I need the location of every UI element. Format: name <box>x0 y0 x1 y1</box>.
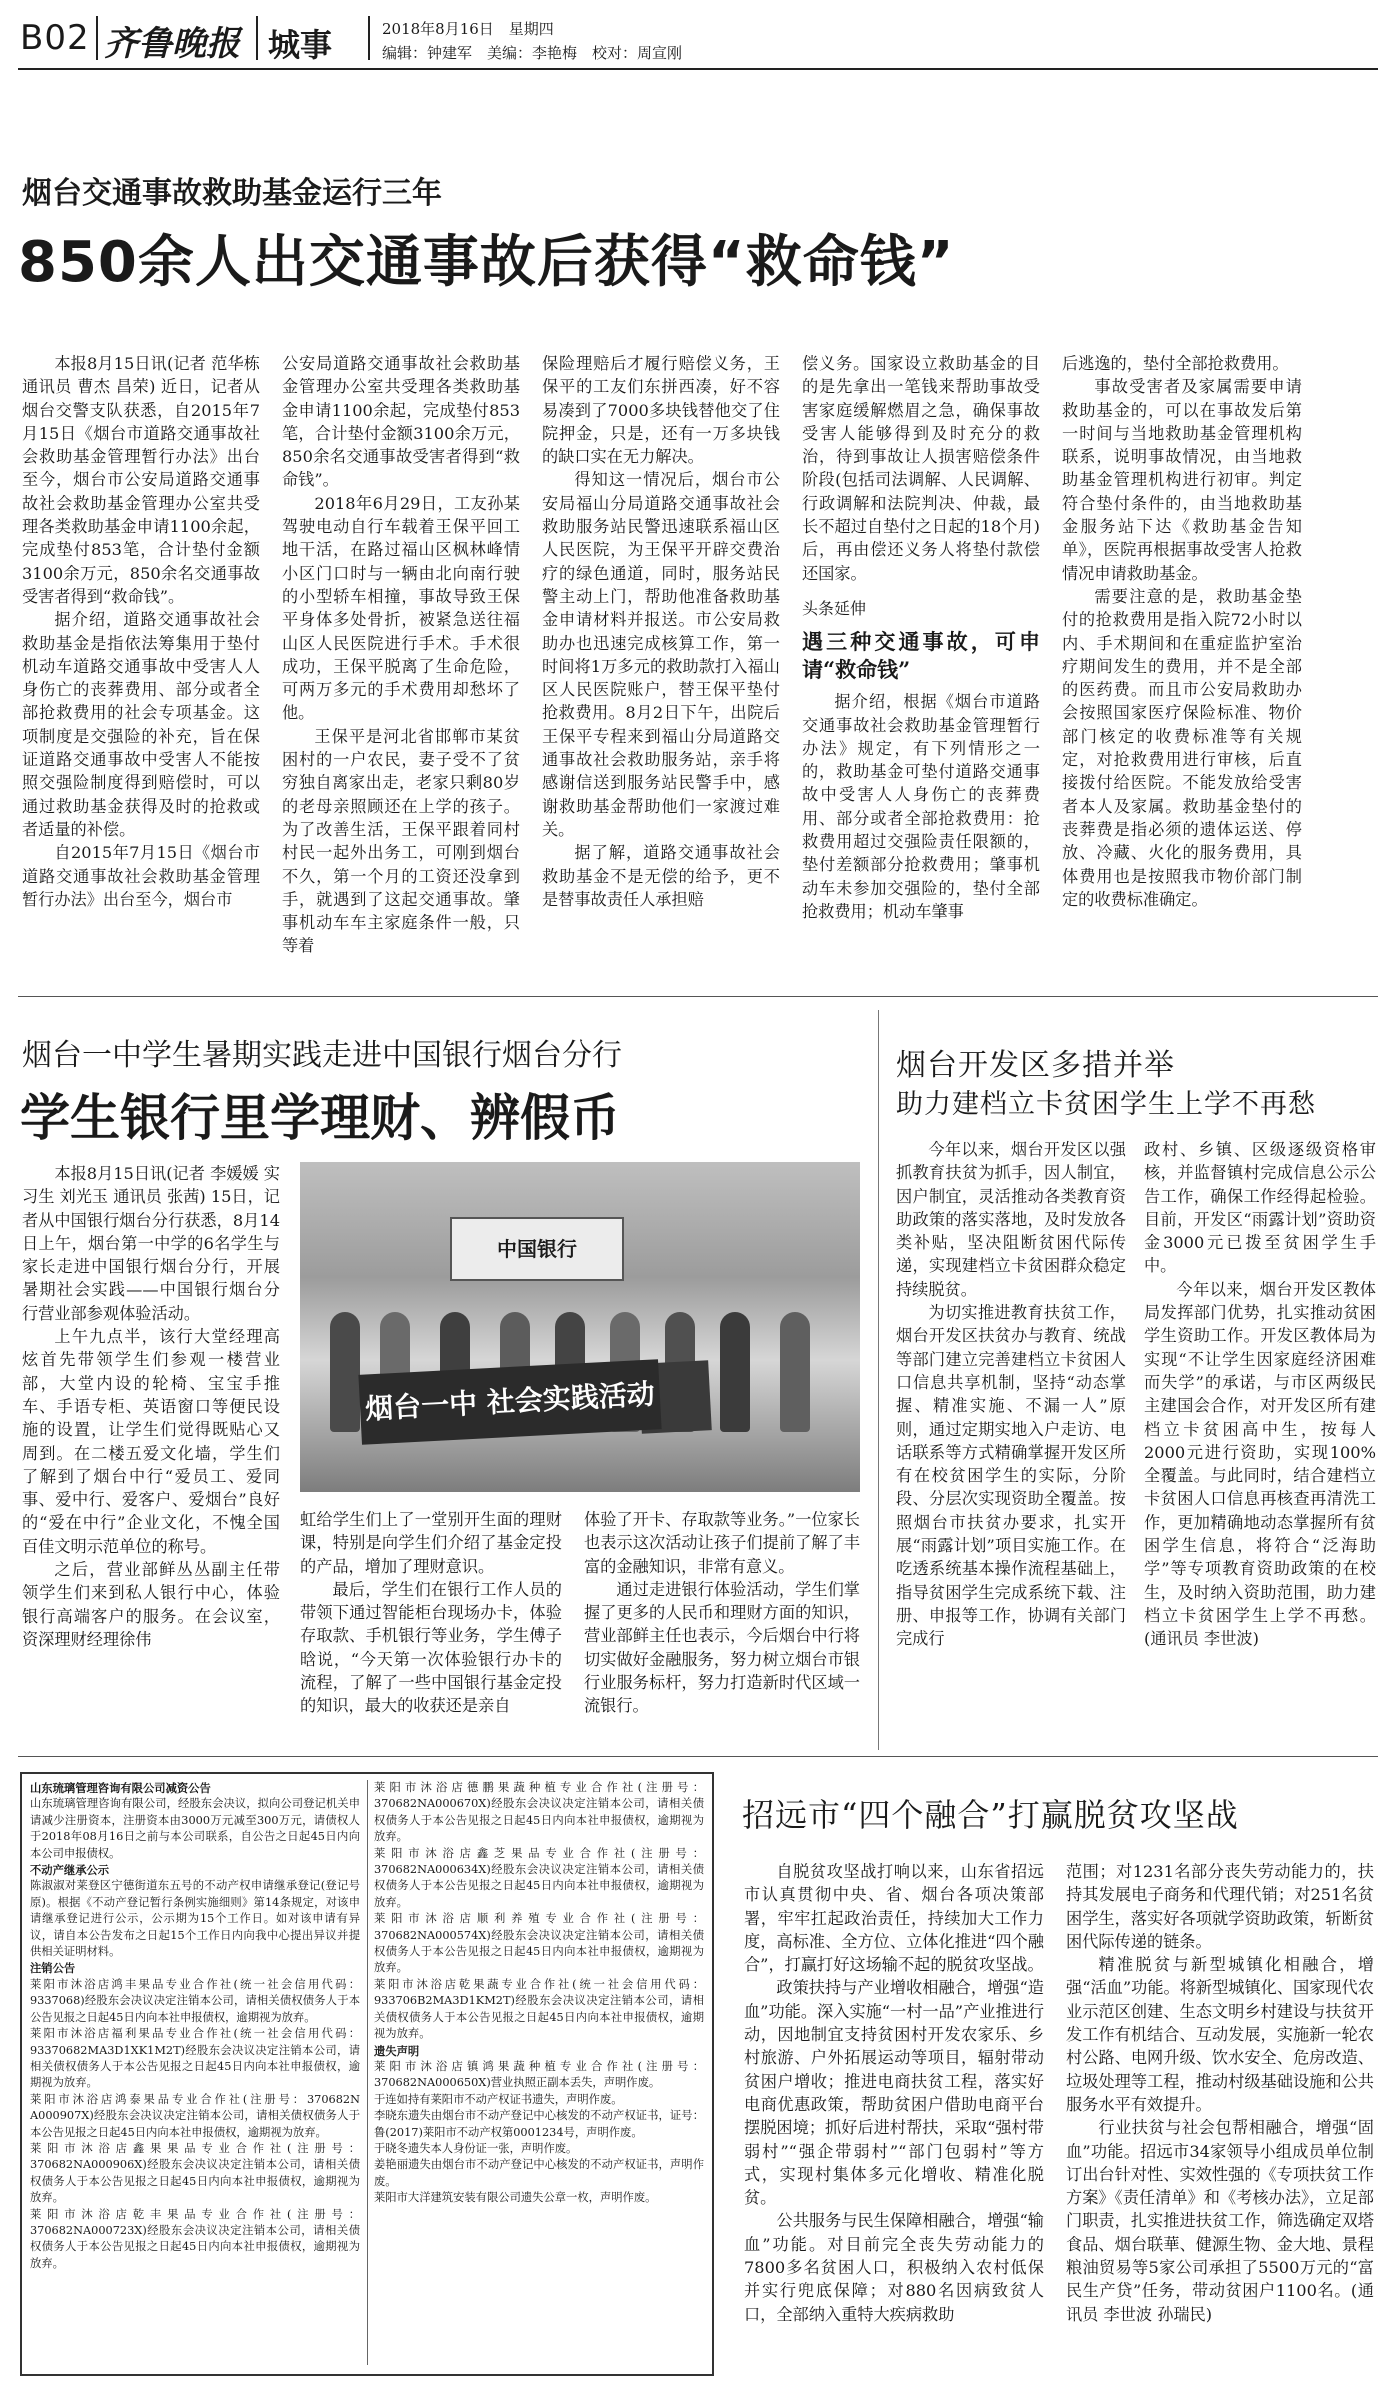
notice-heading: 遗失声明 <box>374 2043 420 2058</box>
paragraph: 需要注意的是，救助基金垫付的抢救费用是指入院72小时以内、手术期间和在重症监护室治疗期间发生的费用，并不是全部的医药费。而且市公安局救助办会按照国家医疗保险标准、物价部门核定的收费标准等有关规定，对抢救费用进行审核，后直接拨付给医院。不能发放给受害者本人及家属。救助基金垫付的丧葬费是指必须的遗体运送、停放、冷藏、火化的服务费用，具体费用也是按照我市物价部门制定的收费标准确定。 <box>1062 586 1302 909</box>
student-group-photo <box>300 1162 860 1492</box>
article2-headline: 学生银行里学理财、辨假币 <box>20 1089 620 1147</box>
header-divider <box>96 16 98 60</box>
column-divider <box>878 1010 879 1750</box>
article2-column-2 <box>300 1508 562 1742</box>
article3-column-2 <box>1144 1138 1376 1748</box>
notice-text: 陈淑淑对莱登区宁德街道东五号的不动产权申请继承登记(登记号原)。根据《不动产登记暂行条例实施细则》第14条规定，对该申请继承登记进行公示，公示期为15个工作日。如对该申请有异议，请自本公告发布之日起15个工作日内向我中心提出异议并提供相关证明材料。 <box>30 1879 360 1959</box>
article1-column-4 <box>802 352 1040 972</box>
paragraph: 本报8月15日讯(记者 李媛媛 实习生 刘光玉 通讯员 张茜) 15日，记者从中国银行烟台分行获悉，8月14日上午，烟台第一中学的6名学生与家长走进中国银行烟台分行，开展暑期社会实践——中国银行烟台分行营业部参观体验活动。 <box>22 1164 280 1323</box>
article1-headline: 850余人出交通事故后获得“救命钱” <box>18 230 955 295</box>
paragraph: 自脱贫攻坚战打响以来，山东省招远市认真贯彻中央、省、烟台各项决策部署，牢牢扛起政治责任，持续加大工作力度，高标准、全方位、立体化推进“四个融合”，打赢打好这场输不起的脱贫攻坚战。 <box>744 1862 1044 1975</box>
paragraph: 今年以来，烟台开发区以强抓教育扶贫为抓手，因人制宜，因户制宜，灵活推动各类教育资助政策的落实落地，及时发放各类补贴，坚决阻断贫困代际传递，实现建档立卡贫困群众稳定持续脱贫。 <box>896 1140 1126 1299</box>
notices-divider <box>367 1780 368 2365</box>
article4-column-2 <box>1066 1860 1374 2370</box>
notice-heading: 注销公告 <box>30 1961 76 1976</box>
paragraph: 行业扶贫与社会包帮相融合，增强“固血”功能。招远市34家领导小组成员单位制订出台针对性、实效性强的《专项扶贫工作方案》《责任清单》和《考核办法》，立足部门职责，扎实推进扶贫工作，筛选确定双塔食品、烟台联華、健源生物、金大地、景程粮油贸易等5家公司承担了5500万元的“富民生产贷”任务，带动贫困户1100名。(通讯员 李世波 孙瑞民) <box>1066 2118 1374 2324</box>
notice-text: 姜艳丽遗失由烟台市不动产登记中心核发的不动产权证书，声明作废。 <box>374 2158 704 2188</box>
paragraph: 2018年6月29日，工友孙某驾驶电动自行车载着王保平回工地干活，在路过福山区枫林峰情小区门口时与一辆由北向南行驶的小型轿车相撞，事故导致王保平身体多处骨折，被紧急送往福山区人民医院进行手术。手术很成功，王保平脱离了生命危险，可两万多元的手术费用却愁坏了他。 <box>282 493 520 723</box>
paragraph: 今年以来，烟台开发区教体局发挥部门优势，扎实推动贫困学生资助工作。开发区教体局为实现“不让学生因家庭经济困难而失学”的承诺，与市区两级民主建国会合作，对开发区所有建档立卡贫困高中生，按每人2000元进行资助，实现100%全覆盖。与此同时，结合建档立卡贫困人口信息再核查再清洗工作，更加精确地动态掌握所有贫困学生信息，将符合“泛海助学”等专项教育资助政策的在校生，及时纳入资助范围，助力建档立卡贫困学生上学不再愁。(通讯员 李世波) <box>1144 1279 1376 1649</box>
notice-text: 莱阳市沐浴店福利果品专业合作社(统一社会信用代码：93370682MA3D1XK1M2T)经股东会决议决定注销本公司，请相关债权债务人于本公告见报之日起45日内向本社申报债权，逾期视为放弃。 <box>30 2027 360 2090</box>
article1-column-1 <box>22 352 260 972</box>
article4-column-1 <box>744 1860 1044 2370</box>
sidebar-heading: 遇三种交通事故，可申请“救命钱” <box>802 629 1040 683</box>
header-divider <box>368 16 370 60</box>
paragraph: 上午九点半，该行大堂经理高炫首先带领学生们参观一楼营业部，大堂内设的轮椅、宝宝手推车、手语专柜、英语窗口等便民设施的设置，让学生们觉得既贴心又周到。在二楼五爱文化墙，学生们了解到了烟台中行“爱员工、爱同事、爱中行、爱客户、爱烟台”良好的“爱在中行”企业文化，不愧全国百佳文明示范单位的称号。 <box>22 1327 280 1556</box>
paragraph: 为切实推进教育扶贫工作，烟台开发区扶贫办与教育、统战等部门建立完善建档立卡贫困人口信息共享机制，坚持“动态掌握、精准实施、不漏一人”原则，通过定期实地入户走访、电话联系等方式精确掌握开发区所有在校贫困学生的实际，分阶段、分层次实现资助全覆盖。按照烟台市扶贫办要求，扎实开展“雨露计划”项目实施工作。在吃透系统基本操作流程基础上，指导贫困学生完成系统下载、注册、申报等工作，协调有关部门完成行 <box>896 1303 1126 1649</box>
paragraph: 保险理赔后才履行赔偿义务，王保平的工友们东拼西凑，好不容易凑到了7000多块钱替他交了住院押金，只是，还有一万多块钱的缺口实在无力解决。 <box>542 354 780 467</box>
notice-text: 莱阳市沐浴店鸿泰果品专业合作社(注册号：370682N A000907X)经股东会决议决定注销本公司，请相关债权债务人于本公告见报之日起45日内向本社申报债权，逾期视为放弃。 <box>30 2092 360 2139</box>
legal-notices-box <box>20 1772 714 2376</box>
notice-text: 莱阳市沐浴店鸿丰果品专业合作社(统一社会信用代码：9337068)经股东会决议决定注销本公司，请相关债权债务人于本公告见报之日起45日内向本社申报债权，逾期视为放弃。 <box>30 1977 360 2024</box>
article3-subtitle: 助力建档立卡贫困学生上学不再愁 <box>896 1089 1316 1120</box>
notice-text: 于连如持有莱阳市不动产权证书遗失，声明作废。 <box>374 2092 623 2106</box>
notice-text: 莱阳市沐浴店乾丰果品专业合作社(注册号：370682NA000723X)经股东会决议决定注销本公司，请相关债权债务人于本公告见报之日起45日内向本社申报债权，逾期视为放弃。 <box>30 2207 360 2270</box>
article1-column-5 <box>1062 352 1302 972</box>
notice-text: 莱阳市沐浴店鑫芝果品专业合作社(注册号：370682NA000634X)经股东会决议决定注销本公司，请相关债权债务人于本公告见报之日起45日内向本社申报债权，逾期视为放弃。 <box>374 1846 704 1909</box>
paragraph: 本报8月15日讯(记者 范华栋 通讯员 曹杰 昌荣) 近日，记者从烟台交警支队获悉，自2015年7月15日《烟台市道路交通事故社会救助基金管理暂行办法》出台至今，烟台市公安局道路交通事故社会救助基金管理办公室共受理各类救助基金申请1100余起，完成垫付853笔，合计垫付金额3100余万元，850余名交通事故受害者得到“救命钱”。 <box>22 354 260 606</box>
article3-title: 烟台开发区多措并举 <box>896 1048 1175 1083</box>
paragraph: 最后，学生们在银行工作人员的带领下通过智能柜台现场办卡，体验存取款、手机银行等业务，学生傅子晗说，“今天第一次体验银行办卡的流程，了解了一些中国银行基金定投的知识，最大的收获还是亲自 <box>300 1579 562 1716</box>
paragraph: 据了解，道路交通事故社会救助基金不是无偿的给予，更不是替事故责任人承担赔 <box>542 843 780 909</box>
article1-kicker: 烟台交通事故救助基金运行三年 <box>22 176 442 211</box>
issue-date: 2018年8月16日 星期四 <box>382 20 554 38</box>
article3-column-1 <box>896 1138 1126 1748</box>
section-divider <box>18 996 1378 997</box>
paragraph: 王保平是河北省邯郸市某贫困村的一户农民，妻子受不了贫穷独自离家出走，老家只剩80岁的老母亲照顾还在上学的孩子。为了改善生活，王保平跟着同村村民一起外出务工，可刚到烟台不久，第一个月的工资还没拿到手，就遇到了这起交通事故。肇事机动车车主家庭条件一般，只等着 <box>282 726 520 956</box>
notice-text: 莱阳市沐浴店顺利养殖专业合作社(注册号：370682NA000574X)经股东会决议决定注销本公司，请相关债权债务人于本公告见报之日起45日内向本社申报债权，逾期视为放弃。 <box>374 1912 704 1975</box>
notice-text: 莱阳市沐浴店镇鸿果蔬种植专业合作社(注册号：370682NA000650X)营业执照正副本丢失，声明作废。 <box>374 2059 704 2090</box>
paragraph: 事故受害者及家属需要申请救助基金的，可以在事故发后第一时间与当地救助基金管理机构联系，说明事故情况，由当地救助基金管理机构进行初审。判定符合垫付条件的，由当地救助基金服务站下达《救助基金告知单》，医院再根据事故受害人抢救情况申请救助基金。 <box>1062 377 1302 583</box>
notice-text: 山东琉璃管理咨询有限公司，经股东会决议，拟向公司登记机关申请减少注册资本，注册资本由3000万元减至300万元，请债权人于2018年08月16日之前与本公司联系，自公告之日起45日内向本公司申报债权。 <box>30 1797 360 1860</box>
notice-heading: 山东琉璃管理咨询有限公司减资公告 <box>30 1781 211 1795</box>
header-divider <box>256 16 258 60</box>
notice-text: 于晓冬遗失本人身份证一张，声明作废。 <box>374 2141 578 2155</box>
notices-column-1 <box>30 1780 360 2272</box>
article2-column-3 <box>584 1508 860 1742</box>
paragraph: 公共服务与民生保障相融合，增强“输血”功能。对目前完全丧失劳动能力的7800多名贫困人口，积极纳入农村低保并实行兜底保障；对880名因病致贫人口，全部纳入重特大疾病救助 <box>744 2211 1044 2324</box>
paragraph: 虹给学生们上了一堂别开生面的理财课，特别是向学生们介绍了基金定投的产品，增加了理财意识。 <box>300 1510 562 1576</box>
article1-column-3 <box>542 352 780 972</box>
bank-sign: 中国银行 <box>450 1217 624 1281</box>
page-number: B02 <box>20 18 90 58</box>
article2-column-1 <box>22 1162 280 1742</box>
notice-text: 莱阳市大洋建筑安装有限公司遗失公章一枚，声明作废。 <box>374 2191 657 2205</box>
notice-text: 李晓东遗失由烟台市不动产登记中心核发的不动产权证书，证号：鲁(2017)莱阳市不动产权第0001234号，声明作废。 <box>374 2109 704 2139</box>
paragraph: 得知这一情况后，烟台市公安局福山分局道路交通事故社会救助服务站民警迅速联系福山区人民医院，为王保平开辟交费治疗的绿色通道，同时，服务站民警主动上门，帮助他准备救助基金申请材料并报送。市公安局救助办也迅速完成核算工作，第一时间将1万多元的救助款打入福山区人民医院账户，替王保平垫付抢救费用。8月2日下午，出院后王保平专程来到福山分局道路交通事故社会救助服务站，亲手将感谢信送到服务站民警手中，感谢救助基金帮助他们一家渡过难关。 <box>542 470 780 839</box>
notice-heading: 不动产继承公示 <box>30 1863 110 1878</box>
section-divider <box>18 1756 1378 1757</box>
paragraph: 通过走进银行体验活动，学生们掌握了更多的人民币和理财方面的知识，营业部鲜主任也表示，今后烟台中行将切实做好金融服务，努力树立烟台市银行业服务标杆，努力打造新时代区域一流银行。 <box>584 1579 860 1716</box>
paragraph: 后逃逸的，垫付全部抢救费用。 <box>1062 354 1289 373</box>
activity-banner: 烟台一中 社会实践活动 <box>358 1359 661 1445</box>
notice-text: 莱阳市沐浴店德鹏果蔬种植专业合作社(注册号：370682NA000670X)经股东会决议决定注销本公司，请相关债权债务人于本公告见报之日起45日内向本社申报债权，逾期视为放弃。 <box>374 1781 704 1844</box>
paragraph: 体验了开卡、存取款等业务。”一位家长也表示这次活动让孩子们提前了解了丰富的金融知识，非常有意义。 <box>584 1510 860 1576</box>
notice-text: 莱阳市沐浴店乾果蔬专业合作社(统一社会信用代码：933706B2MA3D1KM2T)经股东会决议决定注销本公司，请相关债权债务人于本公告见报之日起45日内向本社申报债权，逾期视为放弃。 <box>374 1977 704 2041</box>
paragraph: 范围；对1231名部分丧失劳动能力的，扶持其发展电子商务和代理代销；对251名贫困学生，落实好各项就学资助政策，斩断贫困代际传递的链条。 <box>1066 1862 1374 1951</box>
notices-column-2 <box>374 1780 704 2207</box>
paragraph: 政村、乡镇、区级逐级资格审核，并监督镇村完成信息公示公告工作，确保工作经得起检验。目前，开发区“雨露计划”资助资金3000元已拨至贫困学生手中。 <box>1144 1140 1376 1276</box>
paragraph: 之后，营业部鲜丛丛副主任带领学生们来到私人银行中心，体验银行高端客户的服务。在会议室，资深理财经理徐伟 <box>22 1560 280 1649</box>
paragraph: 公安局道路交通事故社会救助基金管理办公室共受理各类救助基金申请1100余起，完成垫付853笔，合计垫付金额3100余万元，850余名交通事故受害者得到“救命钱”。 <box>282 354 520 490</box>
paragraph: 精准脱贫与新型城镇化相融合，增强“活血”功能。将新型城镇化、国家现代农业示范区创建、生态文明乡村建设与扶贫开发工作有机结合、互动发展，实施新一轮农村公路、电网升级、饮水安全、危房改造、垃圾处理等工程，推动村级基础设施和公共服务水平有效提升。 <box>1066 1955 1374 2114</box>
paragraph: 据介绍，根据《烟台市道路交通事故社会救助基金管理暂行办法》规定，有下列情形之一的，救助基金可垫付道路交通事故中受害人人身伤亡的丧葬费用、部分或者全部抢救费用：抢救费用超过交强险责任限额的，垫付差额部分抢救费用；肇事机动车未参加交强险的，垫付全部抢救费用；机动车肇事 <box>802 692 1040 921</box>
staff-credits: 编辑：钟建军 美编：李艳梅 校对：周宣刚 <box>382 44 683 62</box>
section-title: 城事 <box>268 26 333 64</box>
newspaper-logo: 齐鲁晚报 <box>104 24 240 64</box>
paragraph: 政策扶持与产业增收相融合，增强“造血”功能。深入实施“一村一品”产业推进行动，因地制宜支持贫困村开发农家乐、乡村旅游、户外拓展运动等项目，辐射带动贫困户增收；推进电商扶贫工程，落实好电商优惠政策，帮助贫困户借助电商平台摆脱困境；抓好后进村帮扶，采取“强村带弱村”“强企带弱村”“部门包弱村”等方式，实现村集体多元化增收、精准化脱贫。 <box>744 1978 1044 2208</box>
article4-title: 招远市“四个融合”打赢脱贫攻坚战 <box>742 1796 1239 1834</box>
sidebar-label: 头条延伸 <box>802 598 867 618</box>
header-rule <box>18 68 1378 70</box>
paragraph: 自2015年7月15日《烟台市道路交通事故社会救助基金管理暂行办法》出台至今，烟台市 <box>22 843 260 909</box>
article2-kicker: 烟台一中学生暑期实践走进中国银行烟台分行 <box>22 1038 622 1073</box>
article1-column-2 <box>282 352 520 972</box>
notice-text: 莱阳市沐浴店鑫果果品专业合作社(注册号：370682NA000906X)经股东会决议决定注销本公司，请相关债权债务人于本公告见报之日起45日内向本社申报债权，逾期视为放弃。 <box>30 2141 360 2205</box>
paragraph: 偿义务。国家设立救助基金的目的是先拿出一笔钱来帮助事故受害家庭缓解燃眉之急，确保事故受害人能够得到及时充分的救治，待到事故让人损害赔偿条件阶段(包括司法调解、人民调解、行政调解和法院判决、仲裁，最长不超过自垫付之日起的18个月)后，再由偿还义务人将垫付款偿还国家。 <box>802 354 1040 583</box>
paragraph: 据介绍，道路交通事故社会救助基金是指依法筹集用于垫付机动车道路交通事故中受害人人身伤亡的丧葬费用、部分或者全部抢救费用的社会专项基金。这项制度是交强险的补充，旨在保证道路交通事故中受害人不能按照交强险制度得到赔偿时，可以通过救助基金获得及时的抢救或者适量的补偿。 <box>22 610 260 839</box>
